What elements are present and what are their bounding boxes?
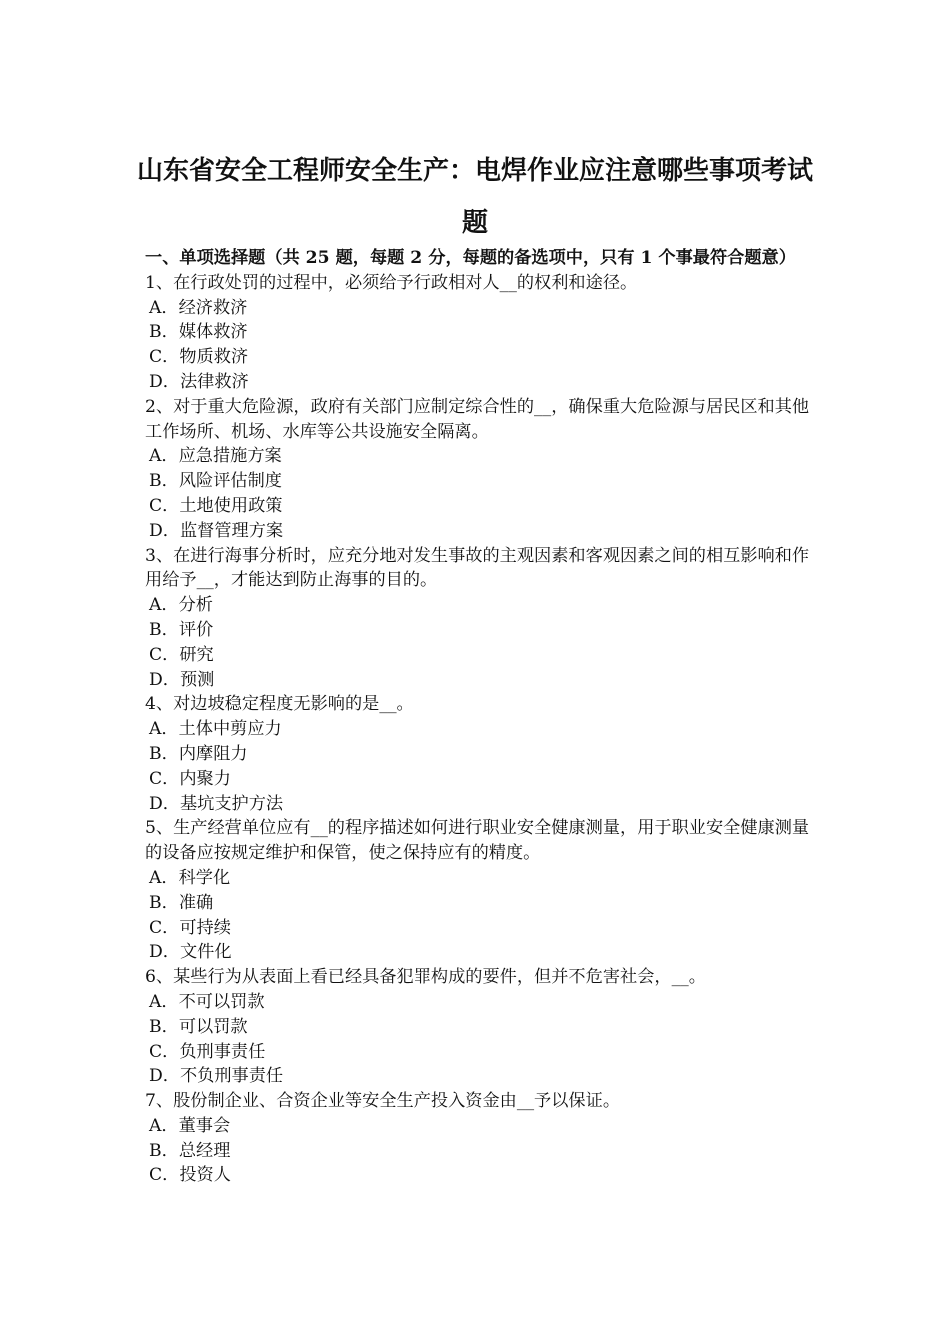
option-c: C．可持续 [149,917,231,938]
option-a: A．土体中剪应力 [149,719,282,740]
question-1 [145,271,810,395]
option-b: B．准确 [149,892,214,913]
question-5 [145,816,810,965]
question-text: 5、生产经营单位应有__的程序描述如何进行职业安全健康测量，用于职业安全健康测量的设备应按规定维护和保管，使之保持应有的精度。 [145,818,810,864]
option-a: A．不可以罚款 [149,991,265,1012]
option-d: D．文件化 [149,942,232,963]
document-body [145,246,810,1188]
option-a: A．应急措施方案 [149,446,282,467]
option-a: A．经济救济 [149,297,248,318]
option-c: C．研究 [149,644,214,665]
option-d: D．不负刑事责任 [149,1066,284,1087]
option-d: D．预测 [149,669,215,690]
question-2 [145,395,810,544]
question-3 [145,544,810,693]
option-d: D．监督管理方案 [149,520,284,541]
option-b: B．评价 [149,619,214,640]
option-c: C．物质救济 [149,347,249,368]
question-text: 3、在进行海事分析时，应充分地对发生事故的主观因素和客观因素之间的相互影响和作用给予__，才能达到防止海事的目的。 [145,545,810,591]
option-b: B．媒体救济 [149,322,248,343]
question-text: 7、股份制企业、合资企业等安全生产投入资金由__予以保证。 [145,1091,621,1112]
question-text: 1、在行政处罚的过程中，必须给予行政相对人__的权利和途径。 [145,272,638,293]
option-c: C．负刑事责任 [149,1041,266,1062]
option-a: A．科学化 [149,867,231,888]
section-heading: 一、单项选择题（共 25 题，每题 2 分，每题的备选项中，只有 1 个事最符合题意） [145,248,796,268]
option-a: A．分析 [149,595,213,616]
document-title: 山东省安全工程师安全生产：电焊作业应注意哪些事项考试题 [136,156,813,238]
option-a: A．董事会 [149,1115,231,1136]
question-4 [145,692,810,816]
question-text: 2、对于重大危险源，政府有关部门应制定综合性的__，确保重大危险源与居民区和其他工作场所、机场、水库等公共设施安全隔离。 [145,396,810,442]
option-b: B．内摩阻力 [149,743,248,764]
question-text: 6、某些行为从表面上看已经具备犯罪构成的要件，但并不危害社会，__。 [145,967,706,988]
option-c: C．内聚力 [149,768,231,789]
option-d: D．基坑支护方法 [149,793,284,814]
question-7 [145,1089,810,1188]
option-d: D．法律救济 [149,371,249,392]
option-b: B．可以罚款 [149,1016,248,1037]
option-c: C．土地使用政策 [149,495,283,516]
option-c: C．投资人 [149,1165,231,1186]
option-b: B．总经理 [149,1140,231,1161]
option-b: B．风险评估制度 [149,471,282,492]
question-6 [145,965,810,1089]
question-text: 4、对边坡稳定程度无影响的是__。 [145,694,414,715]
